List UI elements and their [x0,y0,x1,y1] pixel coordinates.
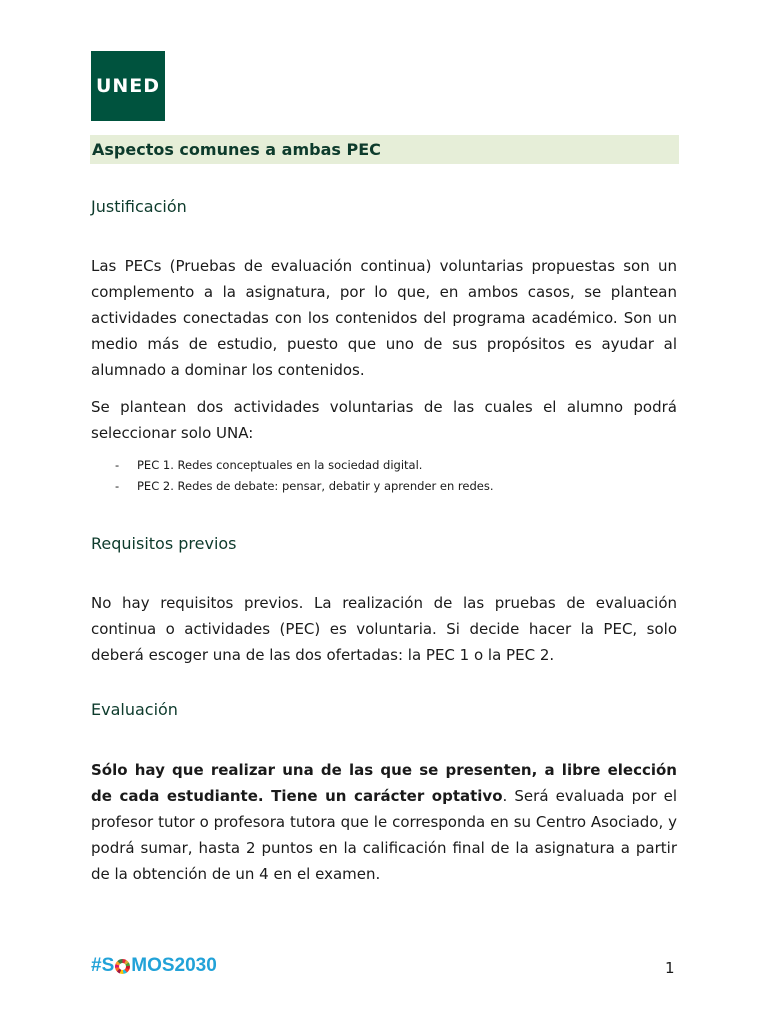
section-title: Aspectos comunes a ambas PEC [92,140,381,159]
justificacion-paragraph-1: Las PECs (Pruebas de evaluación continua) voluntarias propuestas son un complemento a la asignatura, por lo que, en ambos casos, se plantean actividades conectadas con los contenidos del programa académico. Son un medio más de estudio, puesto que uno de sus propósitos es ayudar al alumnado a dominar los contenidos. [91,257,677,379]
pec-1-label: PEC 1. Redes conceptuales en la sociedad digital. [137,458,423,472]
evaluacion-rest-text: . Será evaluada por el profesor tutor o profesora tutora que le corresponda en su Centro Asociado, y podrá sumar, hasta 2 puntos en la calificación final de la asignatura a partir de la obtención de un 4 en el examen. [91,787,677,883]
section-title-bar [90,135,679,164]
somos2030-suffix: MOS2030 [131,955,217,976]
pec-list [91,455,677,497]
evaluacion-bold-text: Sólo hay que realizar una de las que se presenten, a libre elección de cada estudiante. Tiene un carácter optativo [91,761,677,805]
list-item [91,455,677,476]
uned-logo [91,51,165,121]
justificacion-paragraph-2: Se plantean dos actividades voluntarias de las cuales el alumno podrá seleccionar solo UNA: [91,398,677,442]
somos2030-prefix: #S [91,955,115,976]
sdg-wheel-icon [115,959,130,974]
requisitos-paragraph: No hay requisitos previos. La realización de las pruebas de evaluación continua o actividades (PEC) es voluntaria. Si decide hacer la PEC, solo deberá escoger una de las dos ofertadas: la PEC 1 o la PEC 2. [91,594,677,664]
list-dash: - [115,479,120,493]
heading-justificacion: Justificación [91,197,187,216]
somos2030-tag [91,955,217,977]
heading-requisitos: Requisitos previos [91,534,237,553]
list-dash: - [115,458,120,472]
evaluacion-paragraph [91,757,677,887]
pec-2-label: PEC 2. Redes de debate: pensar, debatir y aprender en redes. [137,479,494,493]
page-number: 1 [665,959,675,977]
heading-evaluacion: Evaluación [91,700,178,719]
list-item [91,476,677,497]
uned-logo-text: UNED [95,75,161,97]
